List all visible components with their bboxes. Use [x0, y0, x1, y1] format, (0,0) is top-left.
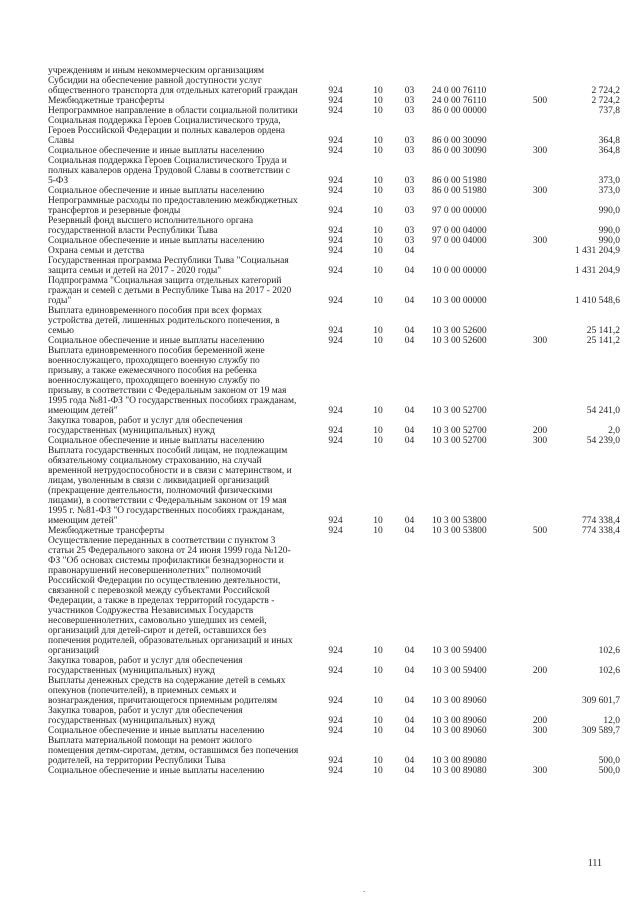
ministry-code: 924	[328, 236, 343, 246]
table-row	[48, 336, 620, 346]
table-row	[48, 66, 620, 76]
section-code	[363, 66, 393, 76]
expense-type-code: 300	[532, 766, 548, 776]
amount: 1 431 204,9	[574, 246, 620, 256]
expense-type-code	[522, 346, 558, 416]
row-name: Выплата материальной помощи на ремонт жилого помещения детям-сиротам, детям, оставшимся без попечения родителей, на территории Республики Тыва	[48, 736, 299, 766]
ministry-code: 924	[328, 666, 343, 676]
subsection-code: 03	[404, 136, 415, 146]
amount: 309 601,7	[582, 696, 620, 706]
table-row	[48, 236, 620, 246]
row-name: Охрана семьи и детства	[48, 246, 145, 256]
target-article-code: 86 0 00 51980	[432, 186, 487, 196]
amount: 990,0	[598, 206, 620, 216]
subsection-code: 04	[404, 666, 415, 676]
table-row	[48, 106, 620, 116]
section-code: 10	[373, 436, 383, 446]
subsection-code: 04	[404, 766, 415, 776]
ministry-code: 924	[328, 516, 343, 526]
ministry-code: 924	[328, 176, 343, 186]
row-name: Выплата государственных пособий лицам, не подлежащим обязательному социальному страхованию, на случай временной нетрудоспособности и в связи с материнством, и лицам, уволенным в связи с ликвидацией организаций (прекращение деятельности, полномочий физическими лицами), в соответствии с Федеральным законом от 19 мая 1995 г. №81-ФЗ "О государственных пособиях гражданам, имеющим детей"	[48, 446, 292, 526]
expense-type-code: 500	[532, 526, 548, 536]
table-row	[48, 706, 620, 726]
target-article-code: 10 3 00 52600	[432, 336, 487, 346]
ministry-code: 924	[328, 186, 343, 196]
row-name: Субсидии на обеспечение равной доступности услуг общественного транспорта для отдельных категорий граждан	[48, 76, 298, 96]
expense-type-code	[522, 156, 558, 186]
section-code: 10	[373, 96, 383, 106]
expense-type-code	[522, 246, 558, 256]
table-row	[48, 656, 620, 676]
section-code: 10	[373, 206, 383, 216]
row-name: Закупка товаров, работ и услуг для обеспечения государственных (муниципальных) нужд	[48, 656, 243, 676]
target-article-code: 10 3 00 53800	[432, 516, 487, 526]
section-code: 10	[373, 86, 383, 96]
table-row	[48, 246, 620, 256]
ministry-code: 924	[328, 436, 343, 446]
ministry-code: 924	[328, 86, 343, 96]
ministry-code: 924	[328, 326, 343, 336]
table-row	[48, 146, 620, 156]
expense-type-code	[522, 116, 558, 146]
ministry-code: 924	[328, 716, 343, 726]
amount: 373,0	[598, 176, 620, 186]
target-article-code: 10 3 00 00000	[432, 296, 487, 306]
row-name: Подпрограмма "Социальная защита отдельных категорий граждан и семей с детьми в Республике Тыва на 2017 - 2020 годы"	[48, 276, 292, 306]
target-article-code: 86 0 00 51980	[432, 176, 487, 186]
target-article-code: 24 0 00 76110	[432, 96, 487, 106]
table-row	[48, 436, 620, 446]
amount: 102,6	[598, 646, 620, 656]
row-name: Закупка товаров, работ и услуг для обеспечения государственных (муниципальных) нужд	[48, 416, 243, 436]
subsection-code: 04	[404, 246, 415, 256]
row-name: Межбюджетные трансферты	[48, 526, 165, 536]
row-name: Выплата единовременного пособия беременной жене военнослужащего, проходящего военную службу по призыву, а также ежемесячного пособия на ребенка военнослужащего, проходящего военную службу по призыву, в соответствии с Федеральным законом от 19 мая 1995 года №81-ФЗ "О государственных пособиях гражданам, имеющим детей"	[48, 346, 297, 416]
amount: 990,0	[598, 226, 620, 236]
ministry-code: 924	[328, 766, 343, 776]
amount: 12,0	[603, 716, 620, 726]
target-article-code: 86 0 00 00000	[432, 106, 487, 116]
row-name: Непрограммное направление в области социальной политики	[48, 106, 298, 116]
amount: 25 141,2	[586, 326, 620, 336]
table-row	[48, 346, 620, 416]
table-row	[48, 416, 620, 436]
row-name: Социальное обеспечение и иные выплаты населению	[48, 236, 265, 246]
subsection-code: 04	[404, 406, 415, 416]
table-row	[48, 216, 620, 236]
section-code: 10	[373, 296, 383, 306]
ministry-code: 924	[328, 146, 343, 156]
row-name: Выплата единовременного пособия при всех формах устройства детей, лишенных родительского попечения, в семью	[48, 306, 280, 336]
amount: 774 338,4	[582, 526, 620, 536]
subsection-code: 04	[404, 336, 415, 346]
section-code: 10	[373, 666, 383, 676]
subsection-code: 03	[404, 146, 415, 156]
subsection-code: 04	[404, 526, 415, 536]
expense-type-code: 500	[532, 96, 548, 106]
target-article-code: 86 0 00 30090	[432, 136, 487, 146]
table-row	[48, 676, 620, 706]
expense-type-code	[522, 306, 558, 336]
section-code: 10	[373, 716, 383, 726]
row-name: Непрограммные расходы по предоставлению межбюджетных трансфертов и резервные фонды	[48, 196, 298, 216]
ministry-code: 924	[328, 226, 343, 236]
amount: 309 589,7	[582, 726, 620, 736]
section-code: 10	[373, 246, 383, 256]
section-code: 10	[373, 526, 383, 536]
expense-type-code	[522, 66, 558, 76]
amount: 2 724,2	[591, 96, 620, 106]
section-code: 10	[373, 766, 383, 776]
amount: 102,6	[598, 666, 620, 676]
expense-type-code: 300	[532, 186, 548, 196]
amount: 737,8	[598, 106, 620, 116]
row-name: Резервный фонд высшего исполнительного органа государственной власти Республики Тыва	[48, 216, 254, 236]
section-code: 10	[373, 646, 383, 656]
target-article-code: 10 3 00 53800	[432, 526, 487, 536]
subsection-code: 03	[404, 86, 415, 96]
ministry-code: 924	[328, 426, 343, 436]
amount: 373,0	[598, 186, 620, 196]
table-row	[48, 446, 620, 526]
amount: 500,0	[598, 766, 620, 776]
expense-type-code	[522, 446, 558, 526]
subsection-code: 04	[404, 426, 415, 436]
amount: 2 724,2	[591, 86, 620, 96]
row-name: Социальное обеспечение и иные выплаты населению	[48, 146, 265, 156]
target-article-code: 24 0 00 76110	[432, 86, 487, 96]
subsection-code: 04	[404, 436, 415, 446]
expense-type-code	[522, 196, 558, 216]
target-article-code: 10 0 00 00000	[432, 266, 487, 276]
expense-type-code: 300	[532, 436, 548, 446]
target-article-code: 86 0 00 30090	[432, 146, 487, 156]
subsection-code: 03	[404, 226, 415, 236]
expense-type-code	[522, 276, 558, 306]
ministry-code: 924	[328, 136, 343, 146]
section-code: 10	[373, 696, 383, 706]
ministry-code: 924	[328, 96, 343, 106]
subsection-code: 04	[404, 516, 415, 526]
table-row	[48, 726, 620, 736]
section-code: 10	[373, 176, 383, 186]
amount: 500,0	[598, 756, 620, 766]
expense-type-code	[522, 216, 558, 236]
expense-type-code: 300	[532, 236, 548, 246]
target-article-code: 10 3 00 89060	[432, 696, 487, 706]
row-name: Социальное обеспечение и иные выплаты населению	[48, 726, 265, 736]
amount: 2,0	[608, 426, 620, 436]
table-row	[48, 276, 620, 306]
target-article-code: 97 0 00 04000	[432, 226, 487, 236]
target-article-code: 10 3 00 52700	[432, 436, 487, 446]
row-name: Социальное обеспечение и иные выплаты населению	[48, 336, 265, 346]
ministry-code: 924	[328, 296, 343, 306]
amount: 54 239,0	[586, 436, 620, 446]
subsection-code: 04	[404, 326, 415, 336]
target-article-code: 10 3 00 89060	[432, 716, 487, 726]
subsection-code: 03	[404, 106, 415, 116]
amount	[558, 66, 620, 76]
expense-type-code	[522, 76, 558, 96]
target-article-code: 10 3 00 89080	[432, 756, 487, 766]
amount: 1 431 204,9	[574, 266, 620, 276]
row-name: Социальная поддержка Героев Социалистического труда, Героев Российской Федерации и полных кавалеров ордена Славы	[48, 116, 286, 146]
subsection-code: 04	[404, 646, 415, 656]
expense-type-code	[522, 536, 558, 656]
row-name: Закупка товаров, работ и услуг для обеспечения государственных (муниципальных) нужд	[48, 706, 243, 726]
row-name: Социальное обеспечение и иные выплаты населению	[48, 186, 265, 196]
section-code: 10	[373, 236, 383, 246]
target-article-code: 10 3 00 59400	[432, 666, 487, 676]
budget-table	[48, 66, 620, 776]
budget-table-body	[48, 66, 620, 776]
expense-type-code: 300	[532, 336, 548, 346]
expense-type-code: 300	[532, 726, 548, 736]
target-article-code: 10 3 00 52700	[432, 406, 487, 416]
ministry-code: 924	[328, 406, 343, 416]
table-row	[48, 526, 620, 536]
expense-type-code: 300	[532, 146, 548, 156]
section-code: 10	[373, 326, 383, 336]
subsection-code: 03	[404, 206, 415, 216]
row-name: учреждениям и иным некоммерческим организациям	[48, 66, 265, 76]
amount: 364,8	[598, 146, 620, 156]
expense-type-code	[522, 106, 558, 116]
subsection-code: 04	[404, 726, 415, 736]
ministry-code: 924	[328, 266, 343, 276]
subsection-code: 04	[404, 696, 415, 706]
target-article-code: 10 3 00 52600	[432, 326, 487, 336]
amount: 25 141,2	[586, 336, 620, 346]
subsection-code	[393, 66, 426, 76]
amount: 990,0	[598, 236, 620, 246]
ministry-code: 924	[328, 206, 343, 216]
section-code: 10	[373, 226, 383, 236]
row-name: Выплаты денежных средств на содержание детей в семьях опекунов (попечителей), в приемных семьях и вознаграждения, причитающегося приемным родителям	[48, 676, 286, 706]
row-name: Социальное обеспечение и иные выплаты населению	[48, 436, 265, 446]
target-article-code: 97 0 00 00000	[432, 206, 487, 216]
subsection-code: 04	[404, 266, 415, 276]
subsection-code: 03	[404, 186, 415, 196]
ministry-code: 924	[328, 756, 343, 766]
row-name: Социальное обеспечение и иные выплаты населению	[48, 766, 265, 776]
table-row	[48, 766, 620, 776]
section-code: 10	[373, 756, 383, 766]
table-row	[48, 196, 620, 216]
subsection-code: 04	[404, 296, 415, 306]
target-article-code: 10 3 00 89060	[432, 726, 487, 736]
amount: 364,8	[598, 136, 620, 146]
expense-type-code: 200	[532, 426, 548, 436]
expense-type-code	[522, 256, 558, 276]
subsection-code: 04	[404, 756, 415, 766]
section-code: 10	[373, 726, 383, 736]
section-code: 10	[373, 136, 383, 146]
section-code: 10	[373, 266, 383, 276]
row-name: Межбюджетные трансферты	[48, 96, 165, 106]
amount: 54 241,0	[586, 406, 620, 416]
table-row	[48, 156, 620, 186]
subsection-code: 03	[404, 96, 415, 106]
target-article-code: 97 0 00 04000	[432, 236, 487, 246]
subsection-code: 04	[404, 716, 415, 726]
table-row	[48, 536, 620, 656]
table-row	[48, 186, 620, 196]
section-code: 10	[373, 516, 383, 526]
ministry-code: 924	[328, 726, 343, 736]
section-code: 10	[373, 106, 383, 116]
section-code: 10	[373, 406, 383, 416]
table-row	[48, 76, 620, 96]
ministry-code: 924	[328, 336, 343, 346]
subsection-code: 03	[404, 236, 415, 246]
ministry-code: 924	[328, 106, 343, 116]
target-article-code: 10 3 00 89080	[432, 766, 487, 776]
section-code: 10	[373, 146, 383, 156]
amount: 1 410 548,6	[574, 296, 620, 306]
target-article-code	[426, 66, 522, 76]
row-name: Осуществление переданных в соответствии с пунктом 3 статьи 25 Федерального закона от 24 июня 1999 года №120- ФЗ "Об основах системы профилактики безнадзорности и правонарушений несовершеннолетних" полномочий Российской Федерации по осуществлению деятельности, связанной с перевозкой между субъектами Российской Федерации, а также в пределах территорий государств - участников Содружества Независимых Государств несовершеннолетних, самовольно ушедших из семей, организаций для детей-сирот и детей, оставшихся без попечения родителей, образовательных организаций и иных организаций	[48, 536, 293, 656]
subsection-code: 03	[404, 176, 415, 186]
table-row	[48, 256, 620, 276]
table-row	[48, 736, 620, 766]
ministry-code: 924	[328, 646, 343, 656]
expense-type-code	[522, 676, 558, 706]
expense-type-code	[522, 736, 558, 766]
target-article-code: 10 3 00 59400	[432, 646, 487, 656]
amount: 774 338,4	[582, 516, 620, 526]
target-article-code	[426, 246, 522, 256]
target-article-code: 10 3 00 52700	[432, 426, 487, 436]
row-name: Социальная поддержка Героев Социалистического Труда и полных кавалеров ордена Трудовой Славы в соответствии с 5-ФЗ	[48, 156, 290, 186]
table-row	[48, 116, 620, 146]
ministry-code: 924	[328, 246, 343, 256]
ministry-code: 924	[328, 696, 343, 706]
row-name: Государственная программа Республики Тыва "Социальная защита семьи и детей на 2017 - 2020 годы"	[48, 256, 289, 276]
ministry-code: 924	[328, 526, 343, 536]
section-code: 10	[373, 426, 383, 436]
page-number: 111	[587, 858, 602, 869]
scan-mark: .	[363, 884, 366, 894]
expense-type-code: 200	[532, 666, 548, 676]
table-row	[48, 306, 620, 336]
expense-type-code: 200	[532, 716, 548, 726]
table-row	[48, 96, 620, 106]
section-code: 10	[373, 336, 383, 346]
section-code: 10	[373, 186, 383, 196]
ministry-code	[308, 66, 363, 76]
